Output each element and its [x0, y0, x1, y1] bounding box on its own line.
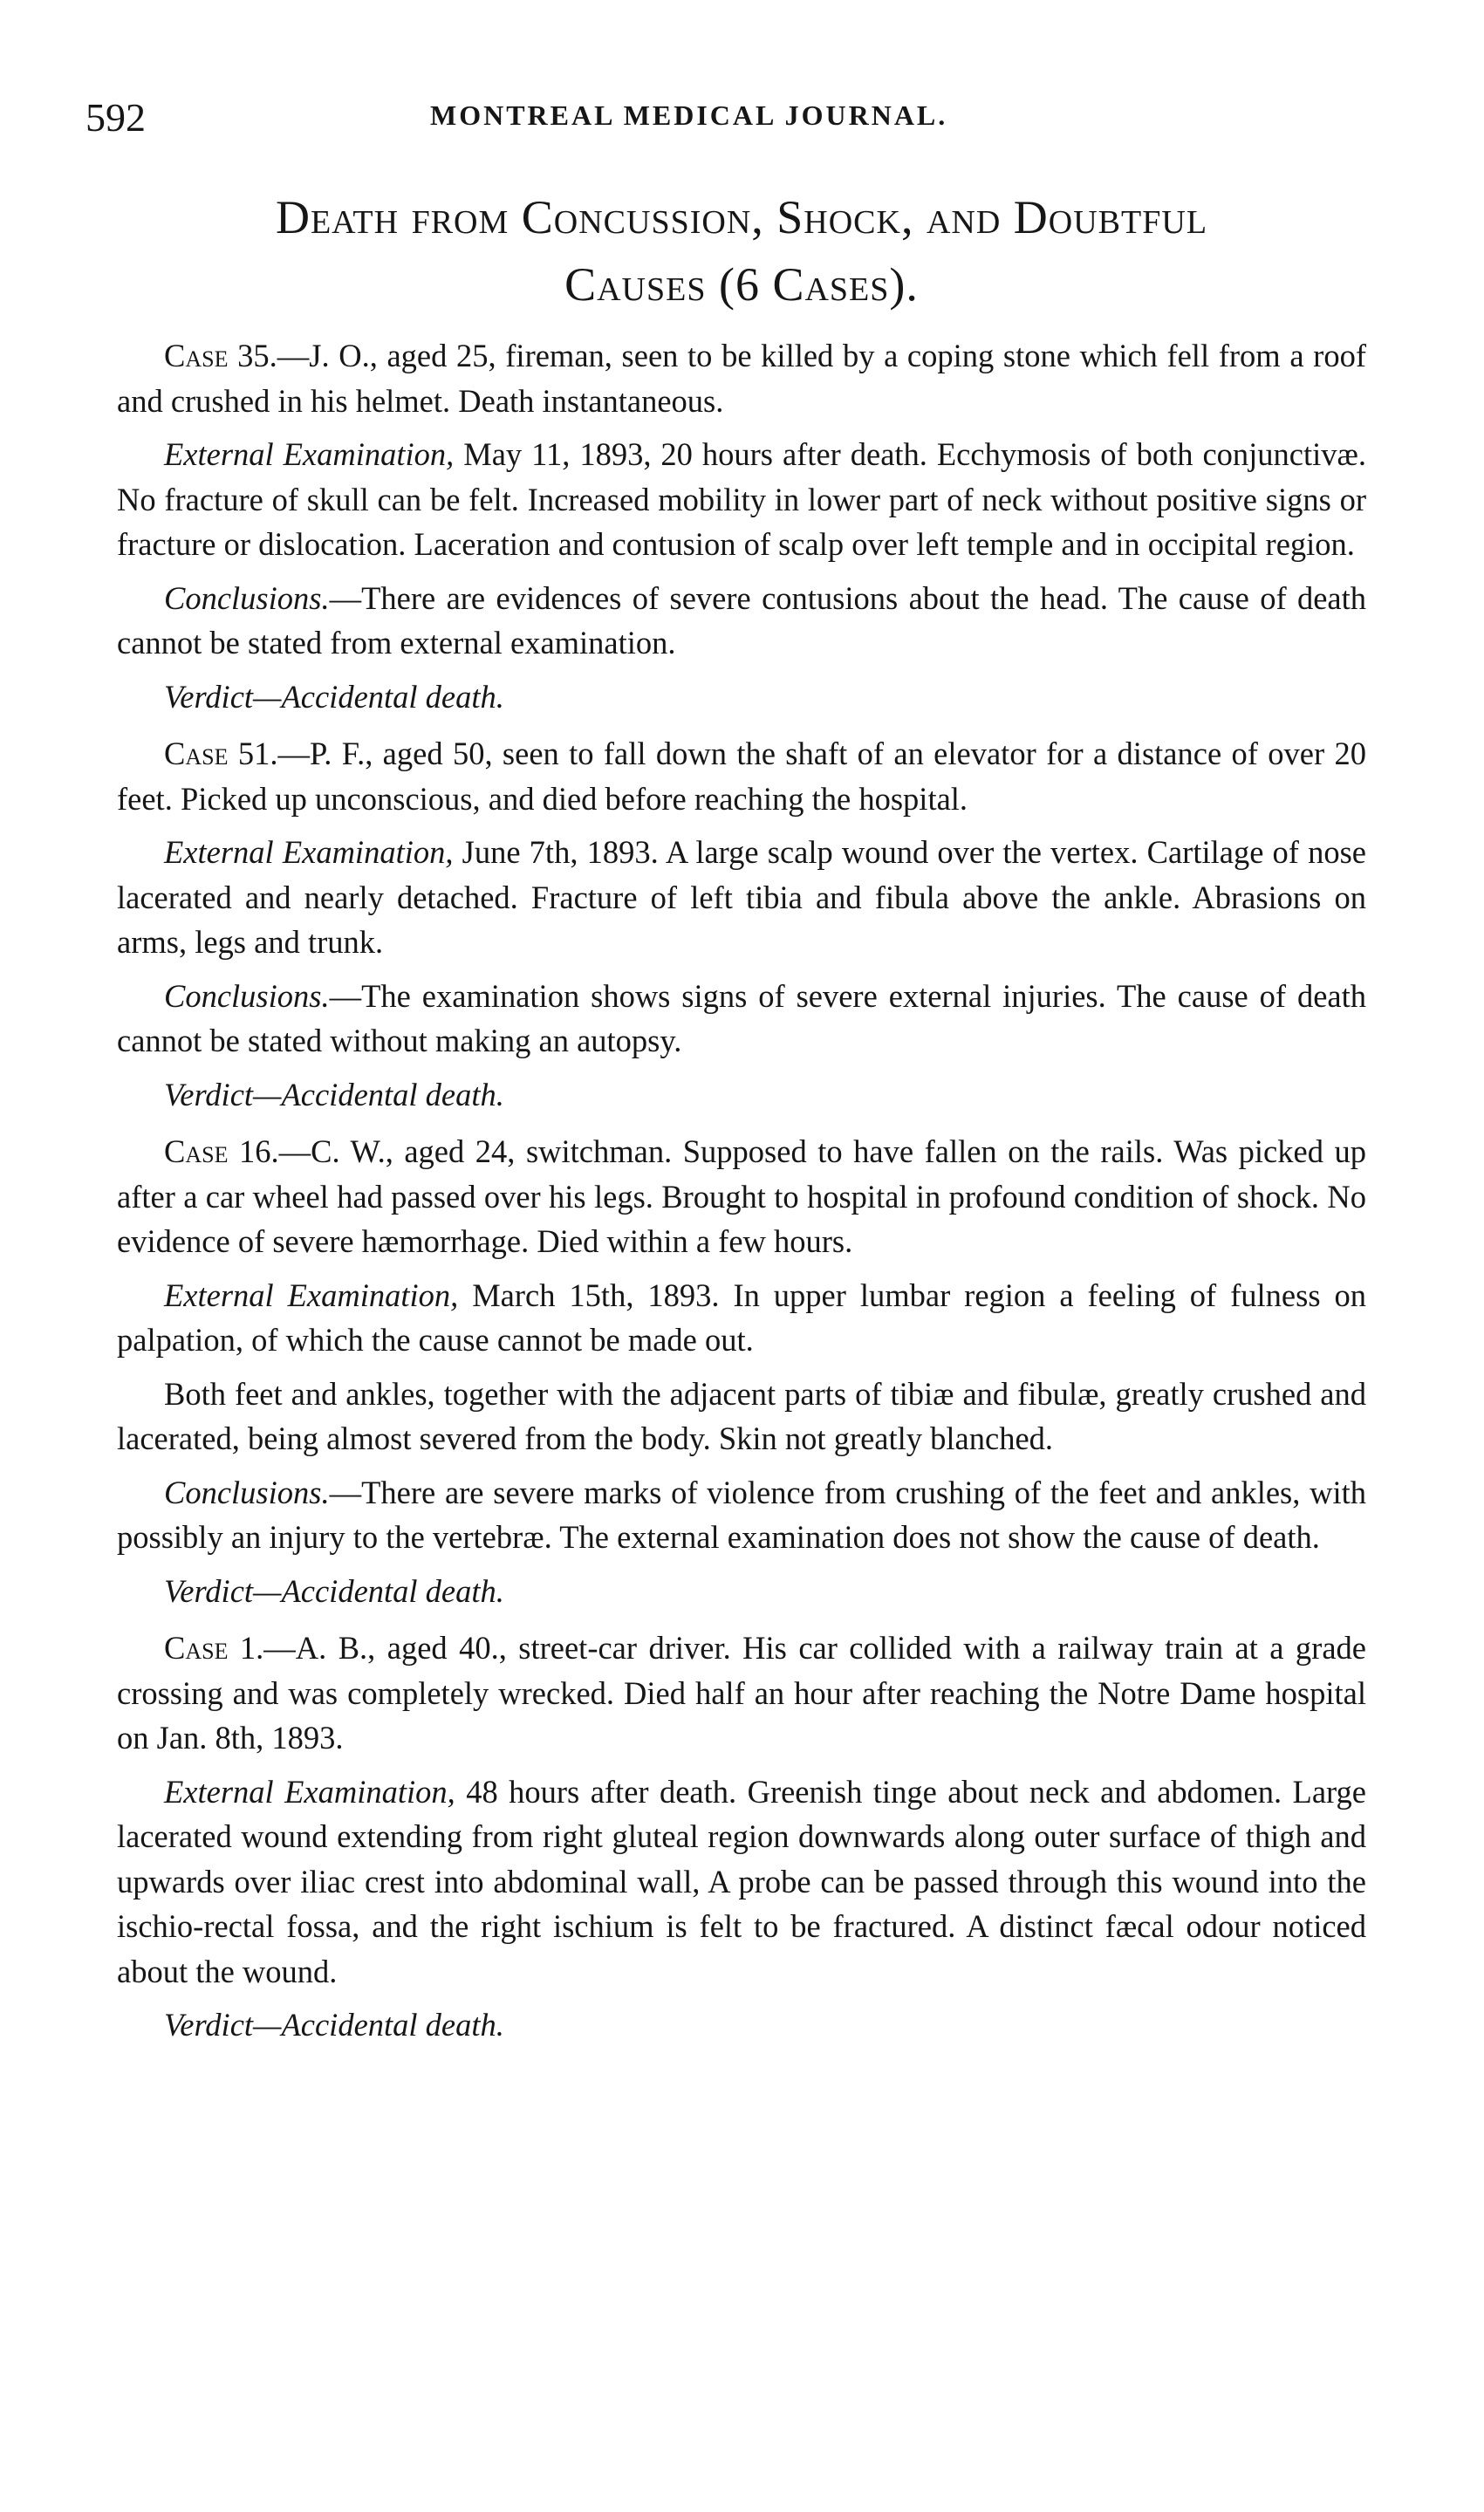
case-51-external-examination [117, 830, 1366, 965]
exam-label: External Examination, [164, 1773, 455, 1810]
verdict-text: Verdict—Accidental death. [164, 1572, 504, 1609]
exam-text: 48 hours after death. Greenish tinge about neck and abdomen. Large lacerated wound extending from right gluteal region downwards along outer surface of thigh and upwards over iliac crest into abdominal wall, A probe can be passed through this wound into the ischio-rectal fossa, and the right ischium is felt to be fractured. A distinct fæcal odour noticed about the wound. [117, 1773, 1367, 1989]
case-35-external-examination [117, 432, 1366, 567]
case-label: Case 35. [164, 338, 277, 373]
conclusions-label: Conclusions. [164, 579, 330, 616]
case-1-history [117, 1626, 1366, 1761]
conclusions-text: —The examination shows signs of severe external injuries. The cause of death cannot be stated without making an autopsy. [117, 977, 1366, 1058]
exam-label: External Examination, [164, 436, 455, 472]
case-16-verdict [117, 1569, 1366, 1614]
case-16-history [117, 1129, 1366, 1264]
case-51-verdict [117, 1072, 1366, 1118]
case-history-text: —P. F., aged 50, seen to fall down the shaft of an elevator for a distance of over 20 feet. Picked up unconscious, and died before reaching the hospital. [117, 736, 1366, 817]
case-16-external-examination [117, 1273, 1366, 1363]
exam-label: External Examination, [164, 1277, 459, 1313]
verdict-text: Verdict—Accidental death. [164, 2007, 504, 2043]
journal-title: MONTREAL MEDICAL JOURNAL. [430, 99, 948, 131]
section-title-line-2: Causes (6 Cases). [564, 258, 919, 311]
exam-text: June 7th, 1893. A large scalp wound over the vertex. Cartilage of nose lacerated and nearly detached. Fracture of left tibia and fibula above the ankle. Abrasions on arms, legs and trunk. [117, 834, 1366, 960]
conclusions-label: Conclusions. [164, 1474, 330, 1510]
conclusions-text: —There are severe marks of violence from crushing of the feet and ankles, with possibly an injury to the vertebræ. The external examination does not show the cause of death. [117, 1474, 1366, 1555]
case-label: Case 16. [164, 1133, 279, 1169]
case-35-verdict [117, 674, 1366, 720]
running-header [85, 94, 1351, 147]
case-16-additional-findings [117, 1372, 1366, 1461]
case-51-conclusions [117, 974, 1366, 1064]
conclusions-text: —There are evidences of severe contusions about the head. The cause of death cannot be stated from external examination. [117, 579, 1366, 661]
section-title-line-1: Death from Concussion, Shock, and Doubtful [275, 191, 1208, 243]
case-history-text: —A. B., aged 40., street-car driver. His car collided with a railway train at a grade crossing and was completely wrecked. Died half an hour after reaching the Notre Dame hospital on Jan. 8th, 1893. [117, 1630, 1366, 1756]
additional-findings-text: Both feet and ankles, together with the adjacent parts of tibiæ and fibulæ, greatly crushed and lacerated, being almost severed from the body. Skin not greatly blanched. [117, 1375, 1366, 1456]
case-history-text: —J. O., aged 25, fireman, seen to be killed by a coping stone which fell from a roof and crushed in his helmet. Death instantaneous. [117, 338, 1366, 419]
case-35-conclusions [117, 576, 1366, 666]
case-51-history [117, 731, 1366, 821]
case-35-history [117, 333, 1366, 423]
case-label: Case 1. [164, 1630, 264, 1666]
case-16-conclusions [117, 1470, 1366, 1560]
article-body [117, 333, 1366, 2060]
exam-text: March 15th, 1893. In upper lumbar region a feeling of fulness on palpation, of which the cause cannot be made out. [117, 1277, 1366, 1358]
conclusions-label: Conclusions. [164, 977, 330, 1014]
verdict-text: Verdict—Accidental death. [164, 1076, 504, 1112]
exam-text: May 11, 1893, 20 hours after death. Ecchymosis of both conjunctivæ. No fracture of skull can be felt. Increased mobility in lower part of neck without positive signs or fracture or dislocation. Laceration and contusion of scalp over left temple and in occipital region. [117, 436, 1366, 562]
case-1-external-examination [117, 1769, 1366, 1995]
case-1-verdict [117, 2002, 1366, 2048]
page-number: 592 [85, 95, 146, 140]
verdict-text: Verdict—Accidental death. [164, 678, 504, 715]
case-history-text: —C. W., aged 24, switchman. Supposed to have fallen on the rails. Was picked up after a car wheel had passed over his legs. Brought to hospital in profound condition of shock. No evidence of severe hæmorrhage. Died within a few hours. [117, 1133, 1366, 1259]
exam-label: External Examination, [164, 834, 454, 870]
case-label: Case 51. [164, 736, 278, 771]
